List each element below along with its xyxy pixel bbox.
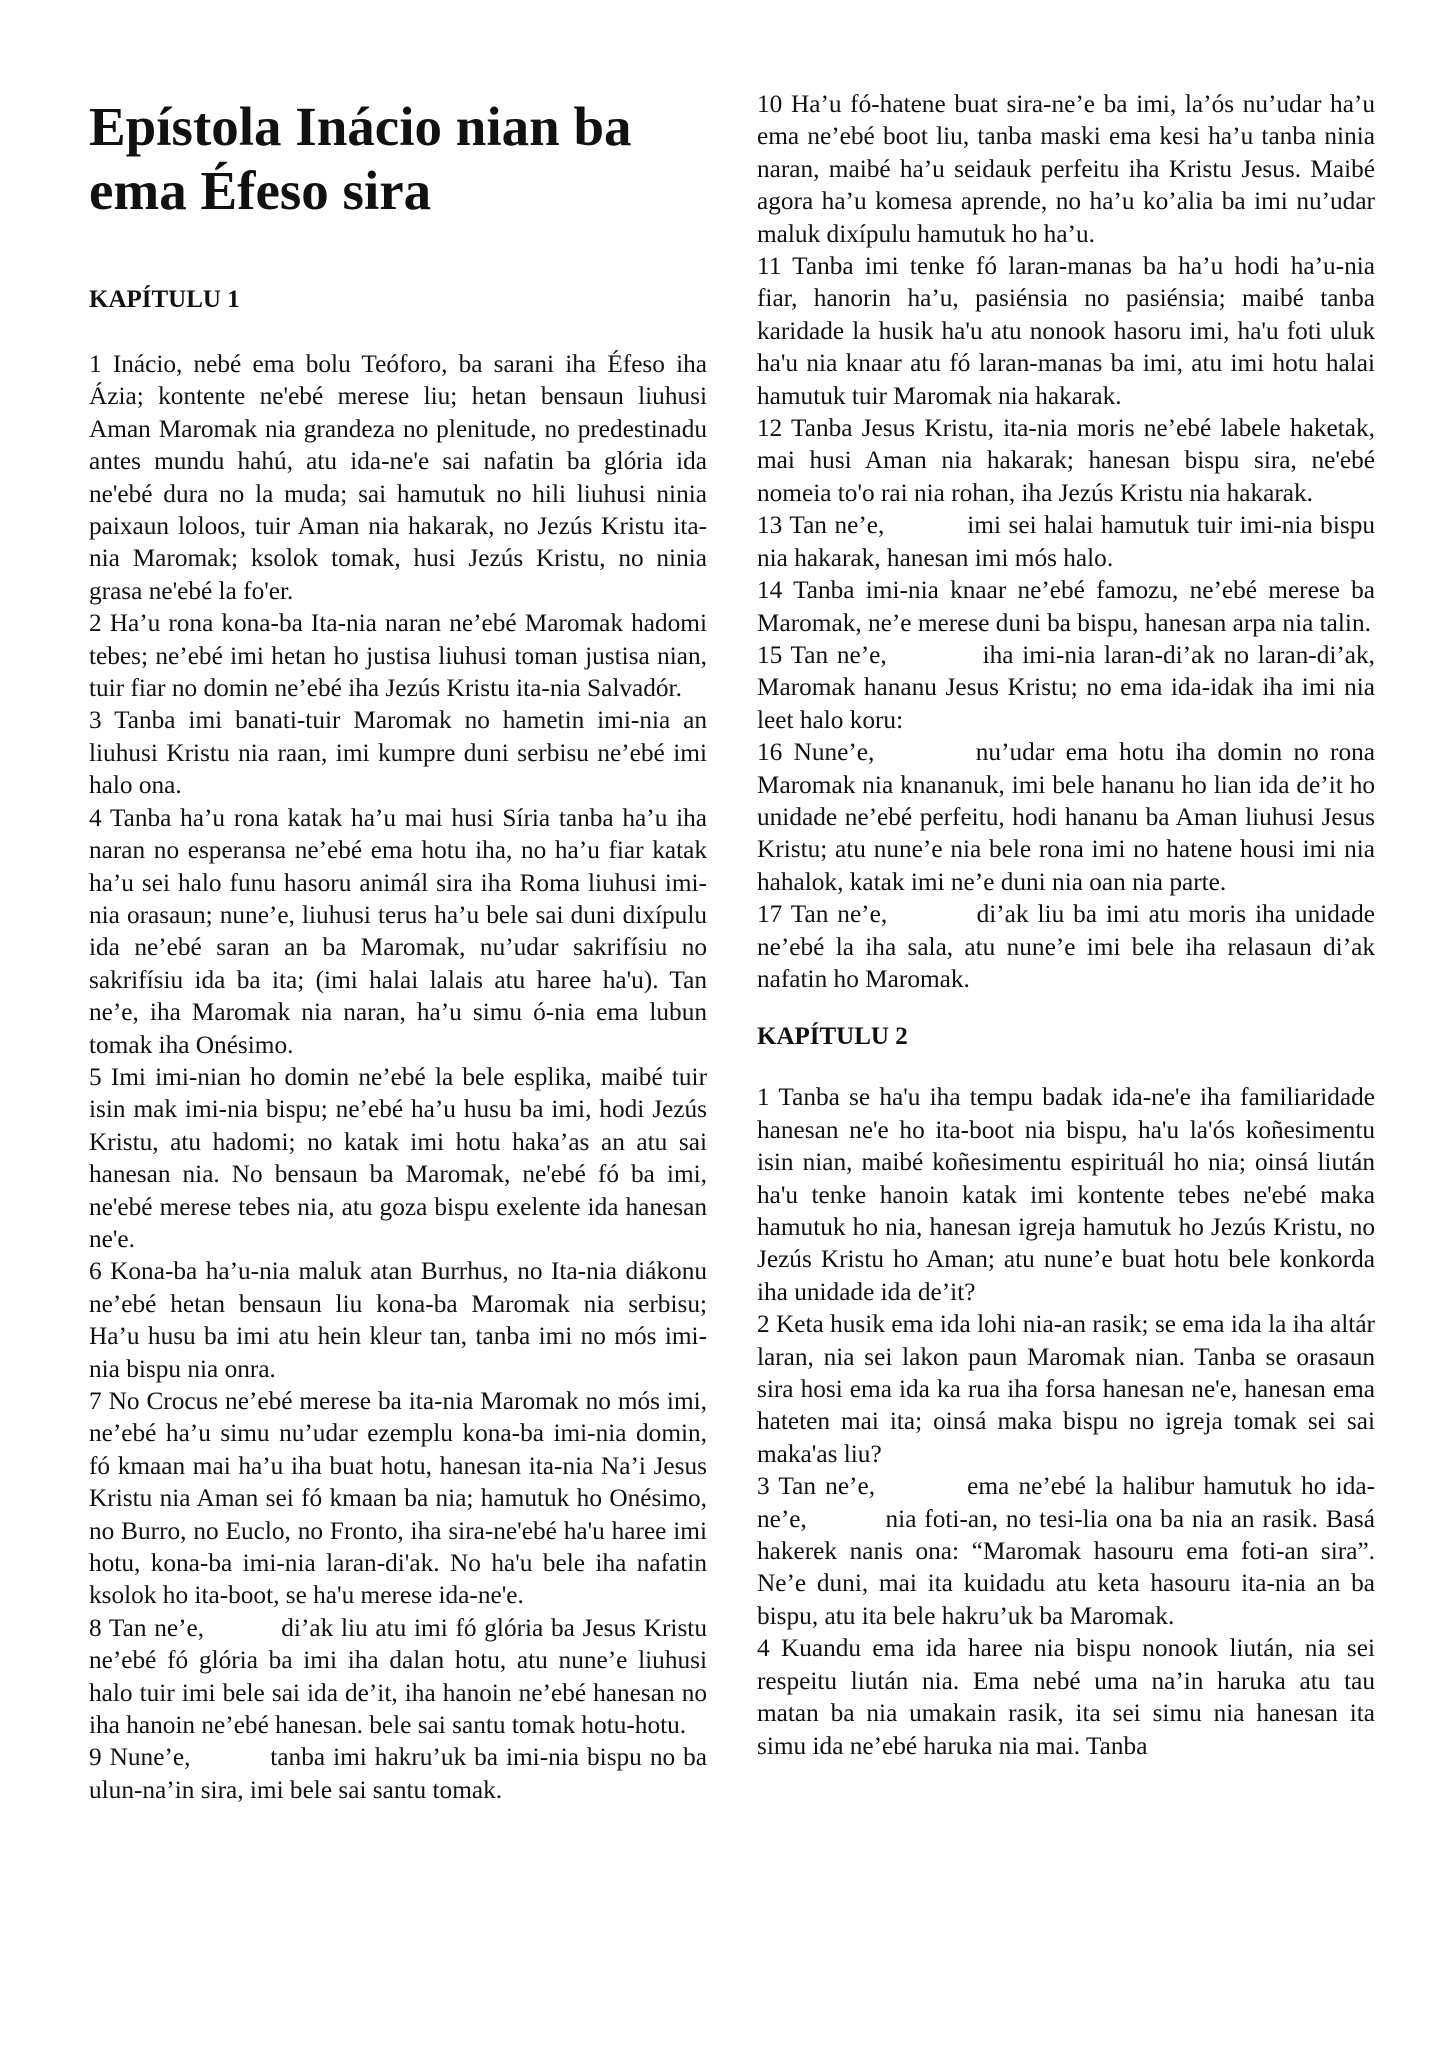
verse: 1 Inácio, nebé ema bolu Teóforo, ba sarani iha Éfeso iha Ázia; kontente ne'ebé merese liu; hetan bensaun liuhusi Aman Maromak nia grandeza no plenitude, no predestinadu antes mundu hahú, atu ida-ne'e sai nafatin ba glória ida ne'ebé dura no la muda; sai hamutuk no hili liuhusi ninia paixaun loloos, tuir Aman nia hakarak, no Jezús Kristu ita-nia Maromak; ksolok tomak, husi Jezús Kristu, no ninia grasa ne'ebé la fo'er. — [89, 350, 707, 605]
verse: 15 Tan ne’e, iha imi-nia laran-di’ak no laran-di’ak, Maromak hananu Jesus Kristu; no ema ida-idak iha imi nia leet halo koru: — [757, 640, 1375, 734]
verse: 14 Tanba imi-nia knaar ne’ebé famozu, ne’ebé merese ba Maromak, ne’e merese duni ba bispu, hanesan arpa nia talin. — [757, 576, 1375, 637]
verse: 12 Tanba Jesus Kristu, ita-nia moris ne’ebé labele haketak, mai husi Aman nia hakarak; hanesan bispu sira, ne'ebé nomeia to'o rai nia rohan, iha Jezús Kristu nia hakarak. — [757, 414, 1375, 507]
chapter-1-text-left — [89, 348, 707, 1806]
verse: 2 Ha’u rona kona-ba Ita-nia naran ne’ebé Maromak hadomi tebes; ne’ebé imi hetan ho justisa liuhusi toman justisa nian, tuir fiar no domin ne’ebé iha Jezús Kristu ita-nia Salvadór. — [89, 609, 707, 703]
verse: 16 Nune’e, nu’udar ema hotu iha domin no rona Maromak nia knananuk, imi bele hananu ho lian ida de’it ho unidade ne’ebé perfeitu, hodi hananu ba Aman liuhusi Jesus Kristu; atu nune’e nia bele rona imi no hatene housi imi nia hahalok, katak imi ne’e duni nia oan nia parte. — [757, 738, 1375, 896]
chapter-heading: KAPÍTULU 1 — [89, 286, 240, 313]
verse: 8 Tan ne’e, di’ak liu atu imi fó glória ba Jesus Kristu ne’ebé fó glória ba imi iha dalan hotu, atu nune’e liuhusi halo tuir imi bele sai ida de’it, iha hanoin ne’ebé hanesan no iha hanoin ne’ebé hanesan. bele sai santu tomak hotu-hotu. — [89, 1613, 707, 1740]
verse: 10 Ha’u fó-hatene buat sira-ne’e ba imi, la’ós nu’udar ha’u ema ne’ebé boot liu, tanba maski ema kesi ha’u tanba ninia naran, maibé ha’u seidauk perfeitu iha Kristu Jesus. Maibé agora ha’u komesa aprende, no ha’u ko’alia ba imi nu’udar maluk dixípulu hamutuk ho ha’u. — [757, 90, 1375, 248]
verse: 6 Kona-ba ha’u-nia maluk atan Burrhus, no Ita-nia diákonu ne’ebé hetan bensaun liu kona-ba Maromak nia serbisu; Ha’u husu ba imi atu hein kleur tan, tanba imi no mós imi-nia bispu nia onra. — [89, 1257, 707, 1383]
verse: 9 Nune’e, tanba imi hakru’uk ba imi-nia bispu no ba ulun-na’in sira, imi bele sai santu tomak. — [89, 1743, 707, 1804]
verse: 11 Tanba imi tenke fó laran-manas ba ha’u hodi ha’u-nia fiar, hanorin ha’u, pasiénsia no pasiénsia; maibé tanba karidade la husik ha'u atu nonook hasoru imi, ha'u foti uluk ha'u nia knaar atu fó laran-manas ba imi, atu imi hotu halai hamutuk tuir Maromak nia hakarak. — [757, 252, 1375, 410]
verse: 1 Tanba se ha'u iha tempu badak ida-ne'e iha familiaridade hanesan ne'e ho ita-boot nia bispu, ha'u la'ós koñesimentu isin nian, maibé koñesimentu espirituál ho nia; oinsá liután ha'u tenke hanoin katak imi kontente tebes ne'ebé maka hamutuk ho nia, hanesan igreja hamutuk ho Jezús Kristu, no Jezús Kristu ho Aman; atu nune’e buat hotu bele konkorda iha unidade ida de’it? — [757, 1083, 1375, 1306]
verse: 7 No Crocus ne’ebé merese ba ita-nia Maromak no mós imi, ne’ebé ha’u simu nu’udar ezemplu kona-ba imi-nia domin, fó kmaan mai ha’u iha buat hotu, hanesan ita-nia Na’i Jesus Kristu nia Aman sei fó kmaan ba nia; hamutuk ho Onésimo, no Burro, no Euclo, no Fronto, iha sira-ne'ebé ha'u haree imi hotu, kona-ba imi-nia laran-di'ak. No ha'u bele iha nafatin ksolok ho ita-boot, se ha'u merese ida-ne'e. — [89, 1387, 707, 1610]
right-column — [757, 88, 1375, 1762]
verse: 3 Tan ne’e, ema ne’ebé la halibur hamutuk ho ida-ne’e, nia foti-an, no tesi-lia ona ba nia an rasik. Basá hakerek nanis ona: “Maromak hasouru ema foti-an sira”. Ne’e duni, mai ita kuidadu atu keta hasouru ita-nia an ba bispu, atu ita bele hakru’uk ba Maromak. — [757, 1472, 1375, 1630]
verse: 5 Imi imi-nian ho domin ne’ebé la bele esplika, maibé tuir isin mak imi-nia bispu; ne’ebé ha’u husu ba imi, hodi Jezús Kristu, atu hadomi; no katak imi hotu haka’as an atu sai hanesan nia. No bensaun ba Maromak, ne'ebé fó ba imi, ne'ebé merese tebes nia, atu goza bispu exelente ida hanesan ne'e. — [89, 1062, 707, 1253]
chapter-2-text — [757, 1081, 1375, 1762]
verse: 4 Kuandu ema ida haree nia bispu nonook liután, nia sei respeitu liután nia. Ema nebé uma na’in haruka atu tau matan ba nia umakain rasik, ita sei simu nia hanesan ita simu ida ne’ebé haruka nia mai. Tanba — [757, 1634, 1375, 1760]
verse: 3 Tanba imi banati-tuir Maromak no hametin imi-nia an liuhusi Kristu nia raan, imi kumpre duni serbisu ne’ebé imi halo ona. — [89, 706, 707, 800]
verse: 13 Tan ne’e, imi sei halai hamutuk tuir imi-nia bispu nia hakarak, hanesan imi mós halo. — [757, 511, 1375, 572]
verse: 2 Keta husik ema ida lohi nia-an rasik; se ema ida la iha altár laran, nia sei lakon paun Maromak nian. Tanba se orasaun sira hosi ema ida ka rua iha forsa hanesan ne'e, hanesan ema hateten mai ita; oinsá maka bispu no igreja tomak sei sai maka'as liu? — [757, 1310, 1375, 1468]
verse: 17 Tan ne’e, di’ak liu ba imi atu moris iha unidade ne’ebé la iha sala, atu nune’e imi bele iha relasaun di’ak nafatin ho Maromak. — [757, 900, 1375, 993]
verse: 4 Tanba ha’u rona katak ha’u mai husi Síria tanba ha’u iha naran no esperansa ne’ebé ema hotu iha, no ha’u fiar katak ha’u sei halo funu hasoru animál sira iha Roma liuhusi imi-nia orasaun; nune’e, liuhusi terus ha’u bele sai duni dixípulu ida ne’ebé saran an ba Maromak, nu’udar sakrifísiu no sakrifísiu ida ba ita; (imi halai lalais atu haree ha'u). Tan ne’e, iha Maromak nia naran, ha’u simu ó-nia ema lubun tomak iha Onésimo. — [89, 803, 707, 1059]
chapter-1-text-right — [757, 88, 1375, 995]
chapter-heading: KAPÍTULU 2 — [757, 1023, 908, 1051]
document-title: Epístola Inácio nian ba ema Éfeso sira — [89, 96, 632, 221]
